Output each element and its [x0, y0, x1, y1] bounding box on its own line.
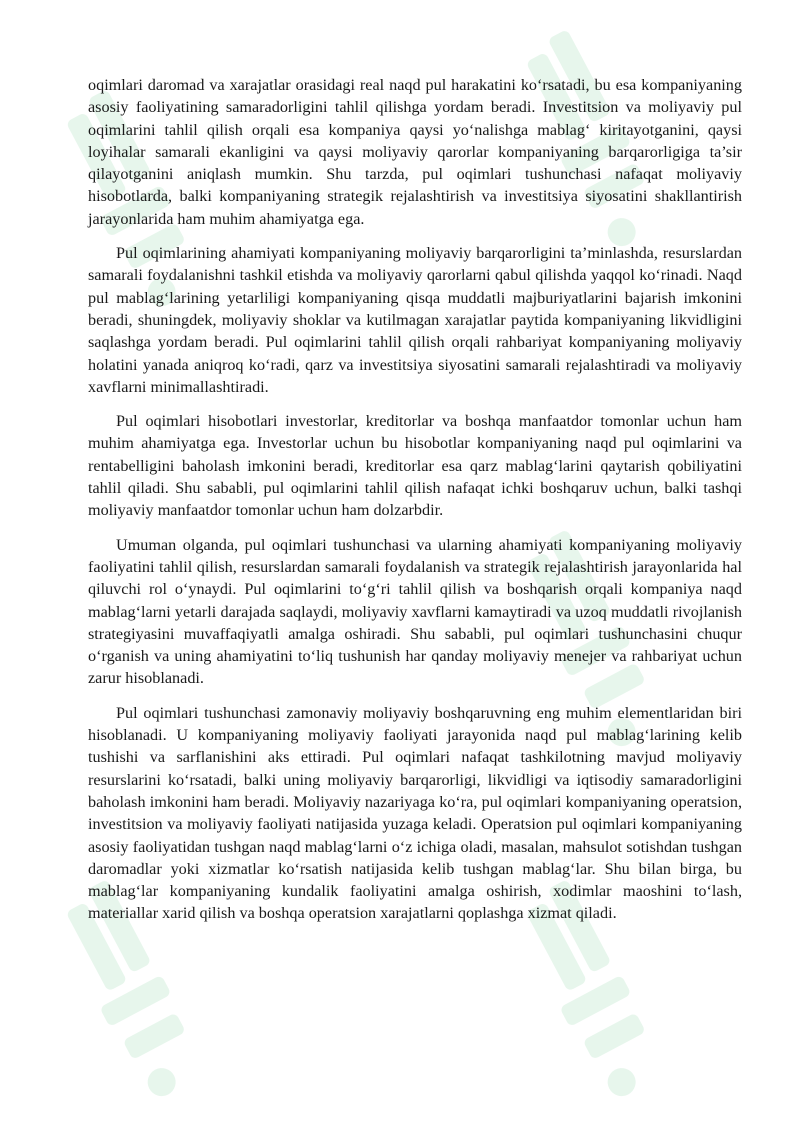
paragraph-4: Umuman olganda, pul oqimlari tushunchasi va ularning ahamiyati kompaniyaning moliyaviy faoliyatini tahlil qilish, resurslardan samarali foydalanish va strategik rejalashtirish jarayonlarida hal qiluvchi rol o‘ynaydi. Pul oqimlarini to‘g‘ri tahlil qilish va boshqarish orqali kompaniya naqd mablag‘larni yetarli darajada saqlaydi, moliyaviy xavflarni kamaytiradi va uzoq muddatli rivojlanish strategiyasini muvaffaqiyatli amalga oshiradi. Shu sababli, pul oqimlari tushunchasini chuqur o‘rganish va uning ahamiyatini to‘liq tushunish har qanday moliyaviy menejer va rahbariyat uchun zarur hisoblanadi. [88, 535, 742, 688]
paragraph-2: Pul oqimlarining ahamiyati kompaniyaning moliyaviy barqarorligini ta’minlashda, resurslardan samarali foydalanishni tashkil etishda va moliyaviy qarorlarni qabul qilishda yaqqol ko‘rinadi. Naqd pul mablag‘larining yetarliligi kompaniyaning qisqa muddatli majburiyatlarini bajarish imkonini beradi, shuningdek, moliyaviy shoklar va kutilmagan xarajatlar paytida kompaniyaning likvidligini saqlashga yordam beradi. Pul oqimlarini tahlil qilish orqali rahbariyat kompaniyaning moliyaviy holatini yanada aniqroq ko‘radi, qarz va investitsiya siyosatini samarali rejalashtiradi va moliyaviy xavflarni minimallashtiradi. [88, 244, 742, 396]
paragraph-3: Pul oqimlari hisobotlari investorlar, kreditorlar va boshqa manfaatdor tomonlar uchun ham muhim ahamiyatga ega. Investorlar uchun bu hisobotlar kompaniyaning naqd pul oqimlarini va rentabelligini baholash imkonini beradi, kreditorlar esa qarz mablag‘larini qaytarish qobiliyatini tahlil qiladi. Shu sababli, pul oqimlarini tahlil qilish nafaqat ichki boshqaruv uchun, balki tashqi moliyaviy manfaatdor tomonlar uchun ham dolzarbdir. [88, 412, 742, 520]
paragraph-1: oqimlari daromad va xarajatlar orasidagi real naqd pul harakatini ko‘rsatadi, bu esa kompaniyaning asosiy faoliyatining samaradorligini tahlil qilishga yordam beradi. Investitsion va moliyaviy pul oqimlarini tahlil qilish orqali esa kompaniya qaysi yo‘nalishga mablag‘ kiritayotganini, qaysi loyihalar samarali ekanligini va qaysi moliyaviy qarorlar kompaniyaning barqarorligiga ta’sir qilayotganini aniqlash mumkin. Shu tarzda, pul oqimlari tushunchasi nafaqat moliyaviy hisobotlarda, balki kompaniyaning strategik rejalashtirish va investitsiya siyosatini shakllantirish jarayonlarida ham muhim ahamiyatga ega. [88, 76, 742, 228]
document-body [88, 74, 742, 937]
paragraph-5: Pul oqimlari tushunchasi zamonaviy moliyaviy boshqaruvning eng muhim elementlaridan biri hisoblanadi. U kompaniyaning moliyaviy faoliyati jarayonida naqd pul mablag‘larining kelib tushishi va sarflanishini aks ettiradi. Pul oqimlari nafaqat tashkilotning mavjud moliyaviy resurslarini ko‘rsatadi, balki uning moliyaviy barqarorligi, likvidligi va iqtisodiy samaradorligini baholash imkonini ham beradi. Moliyaviy nazariyaga ko‘ra, pul oqimlari kompaniyaning operatsion, investitsion va moliyaviy faoliyati natijasida yuzaga keladi. Operatsion pul oqimlari kompaniyaning asosiy faoliyatidan tushgan naqd mablag‘larni o‘z ichiga oladi, masalan, mahsulot sotishdan tushgan daromadlar yoki xizmatlar ko‘rsatish natijasida kelib tushgan mablag‘lar. Shu bilan birga, bu mablag‘lar kompaniyaning kundalik faoliyatini amalga oshirish, xodimlar maoshini to‘lash, materiallar xarid qilish va boshqa operatsion xarajatlarni qoplashga xizmat qiladi. [88, 703, 742, 923]
